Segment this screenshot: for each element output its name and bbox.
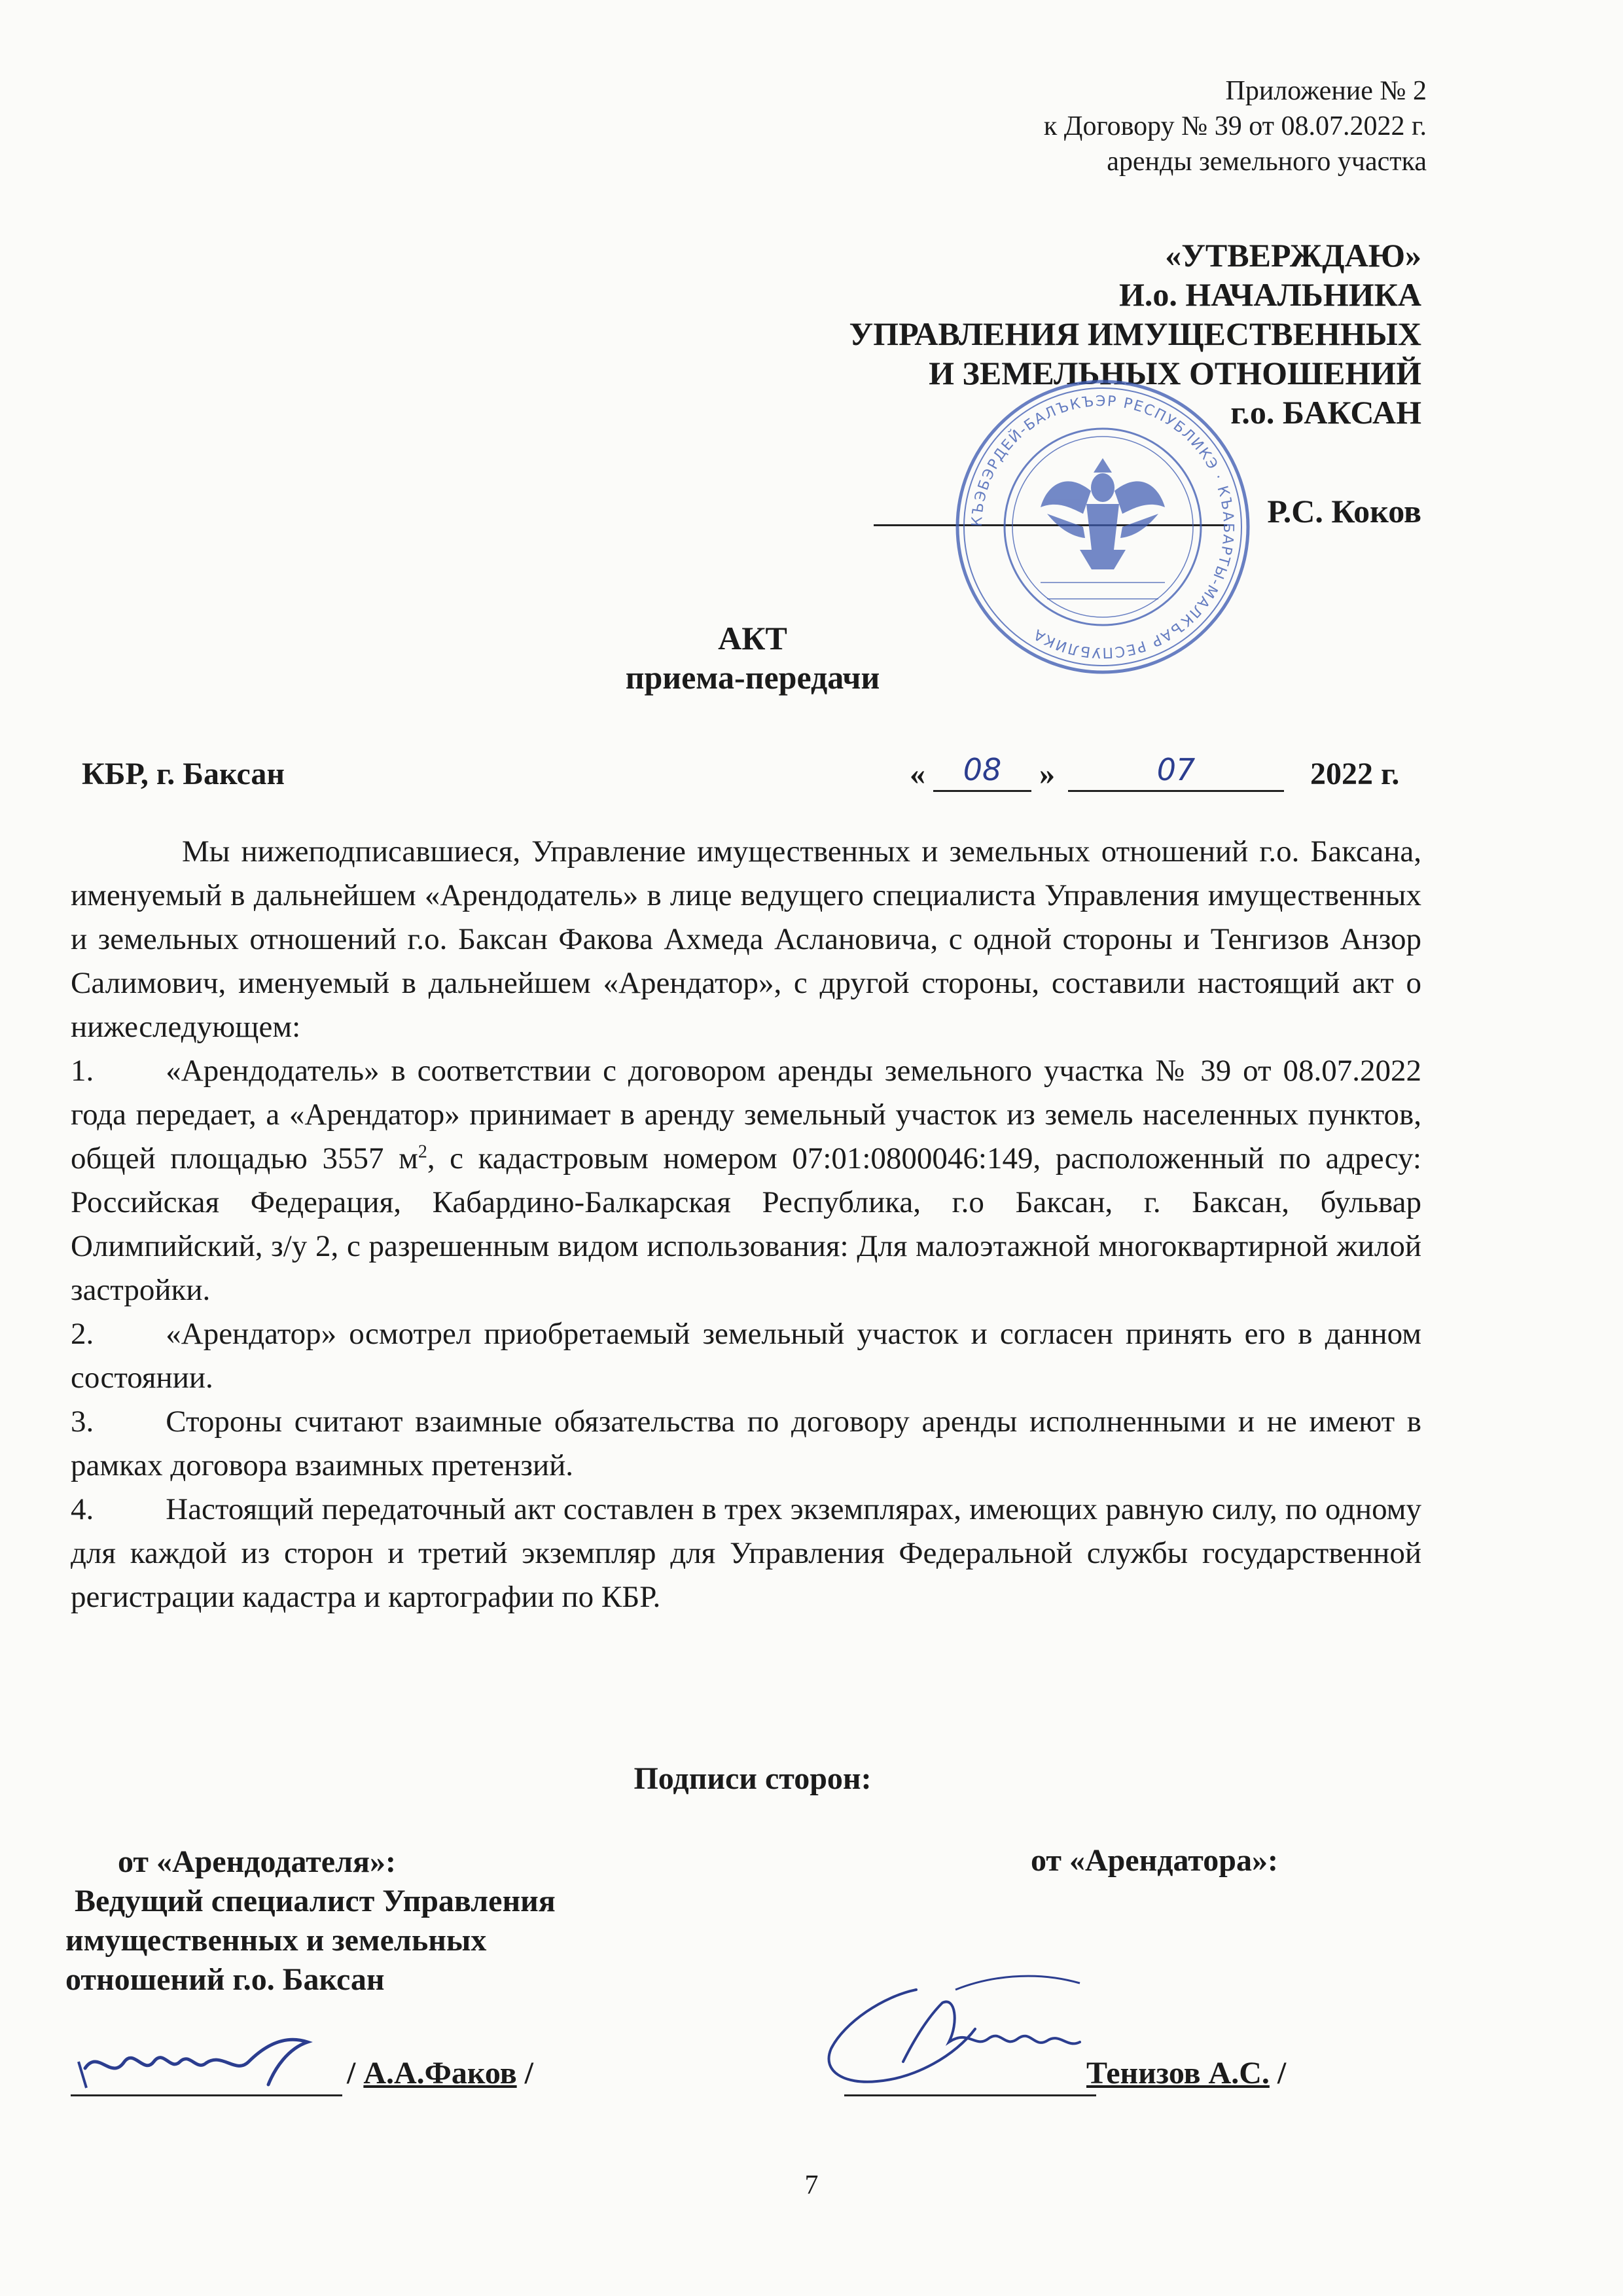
appendix-header <box>851 73 1427 179</box>
approver-city: г.о. БАКСАН <box>1230 394 1421 431</box>
approver-department-1: УПРАВЛЕНИЯ ИМУЩЕСТВЕННЫХ <box>849 315 1421 352</box>
act-clause-1 <box>71 1049 1421 1312</box>
contract-type: аренды земельного участка <box>1107 147 1427 177</box>
clause-number: 3. <box>71 1405 94 1439</box>
act-clause-3 <box>71 1400 1421 1488</box>
title-act: АКТ <box>718 620 787 656</box>
approver-position: И.о. НАЧАЛЬНИКА <box>1118 276 1421 313</box>
lessor-label: от «Арендодателя»: <box>118 1844 396 1879</box>
area-unit-superscript: 2 <box>418 1141 427 1162</box>
clause-number: 4. <box>71 1492 94 1526</box>
clause-text: Настоящий передаточный акт составлен в трех экземплярах, имеющих равную силу, по одному для каждой из сторон и третий экземпляр для Управления Федеральной службы государственной регистрации кадастра и картографии по КБР. <box>71 1492 1421 1614</box>
signatures-title: Подписи сторон: <box>633 1761 872 1796</box>
date-open-quote: « <box>910 757 925 791</box>
title-subtitle: приема-передачи <box>625 659 880 696</box>
clause-text-a: «Арендодатель» в соответствии с договором аренды земельного участка № 39 от 08.07.2022 года передает, а «Арендатор» принимает в аренду земельный участок из земель населенных пунктов, общей площадью 3557 м <box>71 1054 1421 1175</box>
approver-department-2: И ЗЕМЕЛЬНЫХ ОТНОШЕНИЙ <box>929 355 1421 391</box>
lessee-label: от «Арендатора»: <box>1031 1843 1278 1878</box>
approver-name: Р.С. Коков <box>1267 493 1421 529</box>
document-title <box>589 619 916 697</box>
lessor-handwritten-signature <box>72 2022 347 2101</box>
date-year: 2022 г. <box>1310 757 1400 791</box>
clause-text: Стороны считают взаимные обязательства по договору аренды исполненными и не имеют в рамках договора взаимных претензий. <box>71 1405 1421 1482</box>
date-close-quote: » <box>1039 757 1055 791</box>
lessor-name: / А.А.Факов / <box>347 2056 533 2090</box>
lessor-position-3: отношений г.о. Баксан <box>65 1962 385 1997</box>
act-clause-4 <box>71 1488 1421 1619</box>
official-seal-stamp <box>949 373 1257 681</box>
date-day-handwritten: 08 <box>963 752 1002 787</box>
appendix-line: Приложение № 2 <box>1225 76 1427 106</box>
date-day-field <box>933 752 1031 792</box>
document-place: КБР, г. Баксан <box>82 757 285 791</box>
page-number: 7 <box>804 2170 819 2200</box>
clause-number: 1. <box>71 1054 94 1088</box>
lessor-position-2: имущественных и земельных <box>65 1923 487 1958</box>
clause-number: 2. <box>71 1317 94 1351</box>
lessee-handwritten-signature <box>805 1950 1119 2108</box>
lessee-name: Тенизов А.С. / <box>1086 2056 1287 2090</box>
act-clause-2 <box>71 1312 1421 1400</box>
seal-ring-text: КЪЭБЭРДЕЙ-БАЛЪКЪЭР РЕСПУБЛИКЭ · КЪАБАРТЫ-МАЛКЪАР РЕСПУБЛИКА <box>969 393 1237 661</box>
document-date <box>910 752 1421 792</box>
lessor-position-1: Ведущий специалист Управления <box>75 1884 556 1918</box>
act-body <box>71 830 1421 1619</box>
approval-heading: «УТВЕРЖДАЮ» <box>1165 237 1421 274</box>
lessee-name-text: Тенизов А.С. <box>1086 2056 1270 2090</box>
lessor-name-text: А.А.Факов <box>363 2056 517 2090</box>
lessor-block <box>65 1842 720 2000</box>
clause-text-b: , с кадастровым номером 07:01:0800046:149, расположенный по адресу: Российская Федерация, Кабардино-Балкарская Республика, г.о Баксан, г. Баксан, бульвар Олимпийский, з/у 2, с разрешенным видом использования: Для малоэтажной многоквартирной жилой застройки. <box>71 1141 1421 1307</box>
contract-reference: к Договору № 39 от 08.07.2022 г. <box>1043 111 1427 141</box>
clause-text: «Арендатор» осмотрел приобретаемый земельный участок и согласен принять его в данном состоянии. <box>71 1317 1421 1395</box>
date-month-handwritten: 07 <box>1156 752 1196 787</box>
act-intro: Мы нижеподписавшиеся, Управление имущественных и земельных отношений г.о. Баксана, именуемый в дальнейшем «Арендодатель» в лице ведущего специалиста Управления имущественных и земельных отношений г.о. Баксан Факова Ахмеда Аслановича, с одной стороны и Тенгизов Анзор Салимович, именуемый в дальнейшем «Арендатор», с другой стороны, составили настоящий акт о нижеследующем: <box>71 834 1421 1044</box>
date-month-field <box>1068 752 1284 792</box>
